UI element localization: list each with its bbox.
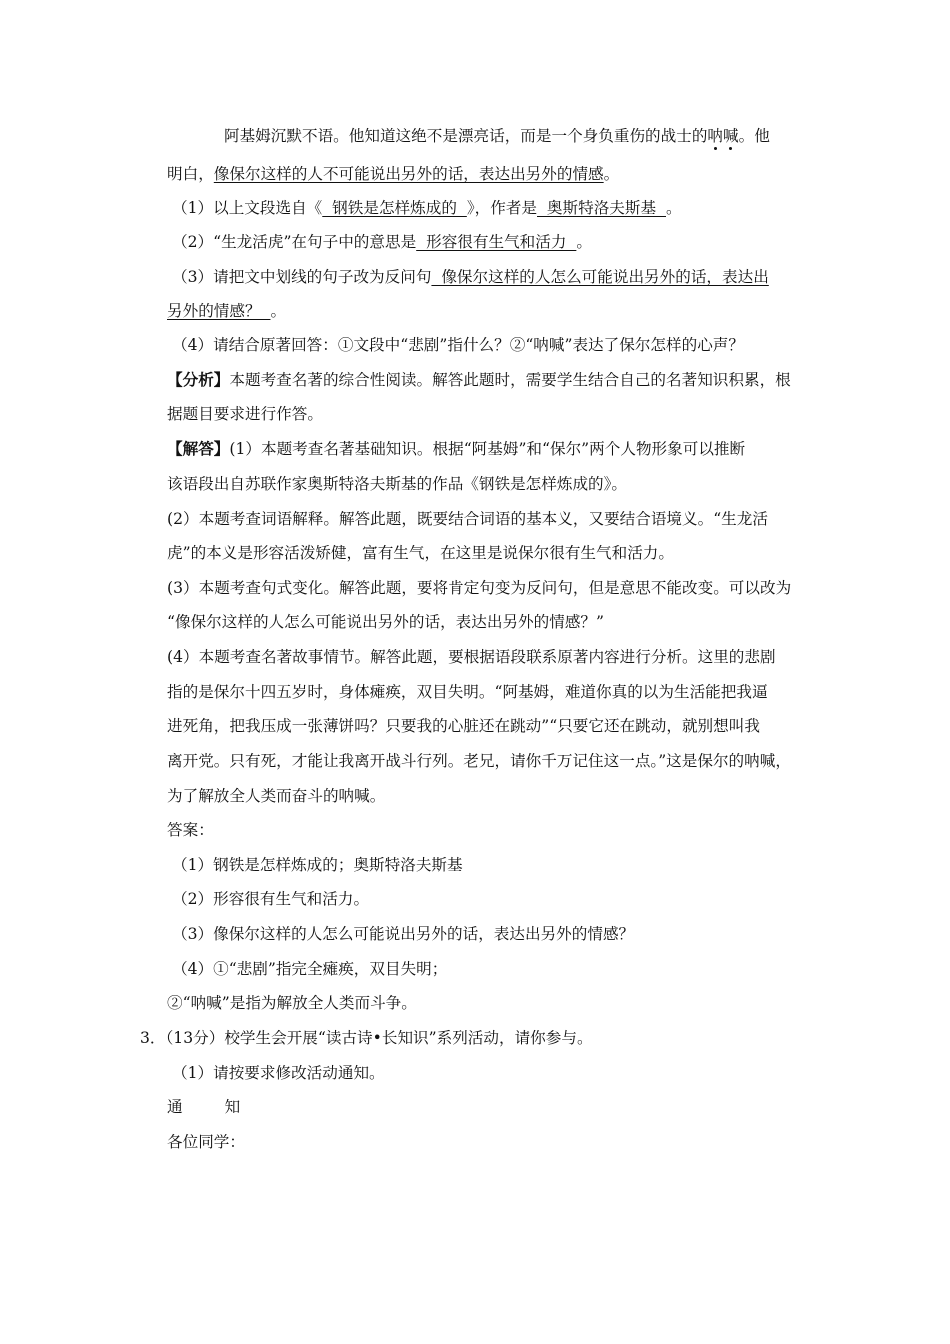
passage-line-1: 阿基姆沉默不语。他知道这绝不是漂亮话，而是一个身负重伤的战士的呐喊。他 [224,127,770,145]
underlined-sentence: 像保尔这样的人不可能说出另外的话，表达出另外的情感 [213,165,604,183]
solution-line: (3）本题考查句式变化。解答此题，要将肯定句变为反问句，但是意思不能改变。可以改为 [167,579,792,597]
solution-tag: 【解答】 [167,439,230,458]
answer-blank: 另外的情感？ [167,302,271,320]
notice-title: 通 知 [167,1098,241,1116]
solution-line: 为了解放全人类而奋斗的呐喊。 [167,787,386,805]
question-4: （4）请结合原著回答：①文段中“悲剧”指什么？②“呐喊”表达了保尔怎样的心声？ [172,336,744,354]
answer-blank: 奥斯特洛夫斯基 [537,199,666,217]
answer-item: （4）①“悲剧”指完全瘫痪，双目失明； [172,960,448,978]
question-3-sub-1: （1）请按要求修改活动通知。 [172,1064,385,1082]
solution-line: (4）本题考查名著故事情节。解答此题，要根据语段联系原著内容进行分析。这里的悲剧 [167,648,776,666]
question-1: （1）以上文段选自《 钢铁是怎样炼成的 》，作者是 奥斯特洛夫斯基 。 [172,199,682,217]
answer-blank: 钢铁是怎样炼成的 [322,199,467,217]
analysis-tag: 【分析】 [167,370,230,389]
answers-label: 答案： [167,821,214,839]
question-3-line-1: （3）请把文中划线的句子改为反问句 像保尔这样的人怎么可能说出另外的话，表达出 [172,268,769,286]
answer-blank: 形容很有生气和活力 [416,233,577,251]
question-3-line-2: 另外的情感？ 。 [167,302,287,320]
answer-item: ②“呐喊”是指为解放全人类而斗争。 [167,994,417,1012]
emphasis-char: 呐 [707,127,724,145]
solution-line: 虎”的本义是形容活泼矫健，富有生气，在这里是说保尔很有生气和活力。 [167,544,674,562]
answer-item: （3）像保尔这样的人怎么可能说出另外的话，表达出另外的情感？ [172,925,635,943]
solution-line: 【解答】(1）本题考查名著基础知识。根据“阿基姆”和“保尔”两个人物形象可以推断 [167,439,746,458]
question-number: 3． [140,1029,166,1047]
solution-line: 指的是保尔十四五岁时，身体瘫痪，双目失明。“阿基姆，难道你真的以为生活能把我逼 [167,683,768,701]
analysis-line-1: 【分析】本题考查名著的综合性阅读。解答此题时，需要学生结合自己的名著知识积累，根 [167,370,791,389]
answer-blank: 像保尔这样的人怎么可能说出另外的话，表达出 [431,268,769,286]
analysis-line-2: 据题目要求进行作答。 [167,405,323,423]
notice-salutation: 各位同学： [167,1133,245,1151]
emphasis-char: 喊 [723,127,739,145]
passage-line-2: 明白，像保尔这样的人不可能说出另外的话，表达出另外的情感。 [167,165,620,183]
solution-line: 该语段出自苏联作家奥斯特洛夫斯基的作品《钢铁是怎样炼成的》。 [167,475,628,493]
answer-item: （2）形容很有生气和活力。 [172,890,370,908]
answer-item: （1）钢铁是怎样炼成的；奥斯特洛夫斯基 [172,856,463,874]
solution-line: (2）本题考查词语解释。解答此题，既要结合词语的基本义，又要结合语境义。“生龙活 [167,510,768,528]
solution-line: 进死角，把我压成一张薄饼吗？只要我的心脏还在跳动”“只要它还在跳动，就别想叫我 [167,717,760,735]
question-3-heading: 3．（13分）校学生会开展“读古诗•长知识”系列活动，请你参与。 [140,1029,593,1047]
question-2: （2）“生龙活虎”在句子中的意思是 形容很有生气和活力 。 [172,233,592,251]
solution-line: 离开党。只有死，才能让我离开战斗行列。老兄，请你千万记住这一点。”这是保尔的呐喊， [167,752,791,770]
solution-line: “像保尔这样的人怎么可能说出另外的话，表达出另外的情感？” [167,613,604,631]
